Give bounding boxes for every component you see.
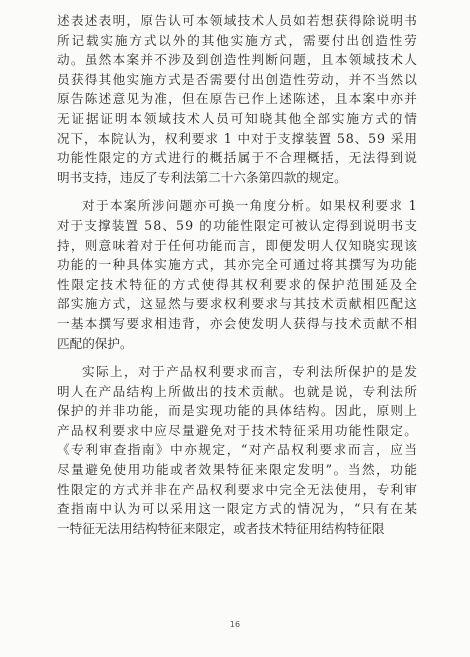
- text-line: 功 能 性 限 定 的 方 式 进 行 的 概 括 属 于 不 合 理 概 括 ， 无 法 得 到 说: [57, 150, 417, 166]
- paragraph: [57, 362, 417, 538]
- document-body: [57, 11, 417, 538]
- text-line: 部 实 施 方 式 ， 这 显 然 与 要 求 权 利 要 求 与 其 技 术 贡 献 相 匹 配 这: [57, 296, 417, 312]
- text-line: 性 限 定 的 方 式 并 非 在 产 品 权 利 要 求 中 完 全 无 法 使 用 ， 专 利 审: [57, 481, 417, 497]
- text-line: 保 护 的 并 非 功 能 ， 而 是 实 现 功 能 的 具 体 结 构 。 因 此 ， 原 则 上: [57, 403, 417, 419]
- text-line: 况 下 ， 本 院 认 为 ， 权 利 要 求 1 中 对 于 支 撑 装 置 5 8 、 5 9 采 用: [57, 130, 417, 146]
- paragraph-gap: [57, 353, 417, 362]
- text-line: 对 于 本 案 所 涉 问 题 亦 可 换 一 角 度 分 析 。 如 果 权 利 要 求 1: [82, 198, 417, 214]
- text-line: 动 。 虽 然 本 案 并 不 涉 及 到 创 造 性 判 断 问 题 ， 且 本 领 域 技 术 人: [57, 52, 417, 68]
- text-line: 匹配的保护。: [57, 335, 133, 351]
- text-line: 《 专 利 审 查 指 南 》 中 亦 规 定 ， “ 对 产 品 权 利 要 求 而 言 ， 应 当: [57, 442, 417, 458]
- text-line: 明书支持，违反了专利法第二十六条第四款的规定。: [57, 169, 347, 185]
- paragraph: [57, 11, 417, 187]
- text-line: 产 品 权 利 要 求 中 应 尽 量 避 免 对 于 技 术 特 征 采 用 功 能 性 限 定 。: [57, 422, 417, 438]
- text-line: 明 人 在 产 品 结 构 上 所 做 出 的 技 术 贡 献 。 也 就 是 说 ， 专 利 法 所: [57, 383, 417, 399]
- text-line: 实 际 上 ， 对 于 产 品 权 利 要 求 而 言 ， 专 利 法 所 保 护 的 是 发: [82, 364, 417, 380]
- text-line: 无 证 据 证 明 本 领 域 技 术 人 员 可 知 晓 其 他 全 部 实 施 方 式 的 情: [57, 110, 417, 126]
- text-line: 功 能 的 一 种 具 体 实 施 方 式 ， 其 亦 完 全 可 通 过 将 其 撰 写 为 功 能: [57, 257, 417, 273]
- text-line: 员 获 得 其 他 实 施 方 式 是 否 需 要 付 出 创 造 性 劳 动 ， 并 不 当 然 以: [57, 71, 417, 87]
- text-line: 查 指 南 中 认 为 可 以 采 用 这 一 限 定 方 式 的 情 况 为 ， “ 只 有 在 某: [57, 501, 417, 517]
- text-line: 对 于 支 撑 装 置 5 8 、 5 9 的 功 能 性 限 定 可 被 认 定 得 到 说 明 书 支: [57, 217, 417, 233]
- text-line: 所 记 载 实 施 方 式 以 外 的 其 他 实 施 方 式 ， 需 要 付 出 创 造 性 劳: [57, 32, 417, 48]
- page-number: 16: [229, 620, 241, 629]
- text-line: 性 限 定 技 术 特 征 的 方 式 使 得 其 权 利 要 求 的 保 护 范 围 延 及 全: [57, 276, 417, 292]
- text-line: 述 表 述 表 明 ， 原 告 认 可 本 领 域 技 术 人 员 如 若 想 获 得 除 说 明 书: [57, 13, 417, 28]
- text-line: 原 告 陈 述 意 见 为 准 ， 但 在 原 告 已 作 上 述 陈 述 ， 且 本 案 中 亦 并: [57, 91, 417, 107]
- text-line: 一特征无法用结构特征来限定，或者技术特征用结构特征限: [57, 520, 385, 536]
- text-line: 持 ， 则 意 味 着 对 于 任 何 功 能 而 言 ， 即 便 发 明 人 仅 知 晓 实 现 该: [57, 237, 417, 253]
- paragraph: [57, 196, 417, 353]
- text-line: 尽 量 避 免 使 用 功 能 或 者 效 果 特 征 来 限 定 发 明 ” 。 当 然 ， 功 能: [57, 462, 417, 478]
- paragraph-gap: [57, 187, 417, 196]
- text-line: 一 基 本 撰 写 要 求 相 违 背 ， 亦 会 使 发 明 人 获 得 与 技 术 贡 献 不 相: [57, 315, 417, 331]
